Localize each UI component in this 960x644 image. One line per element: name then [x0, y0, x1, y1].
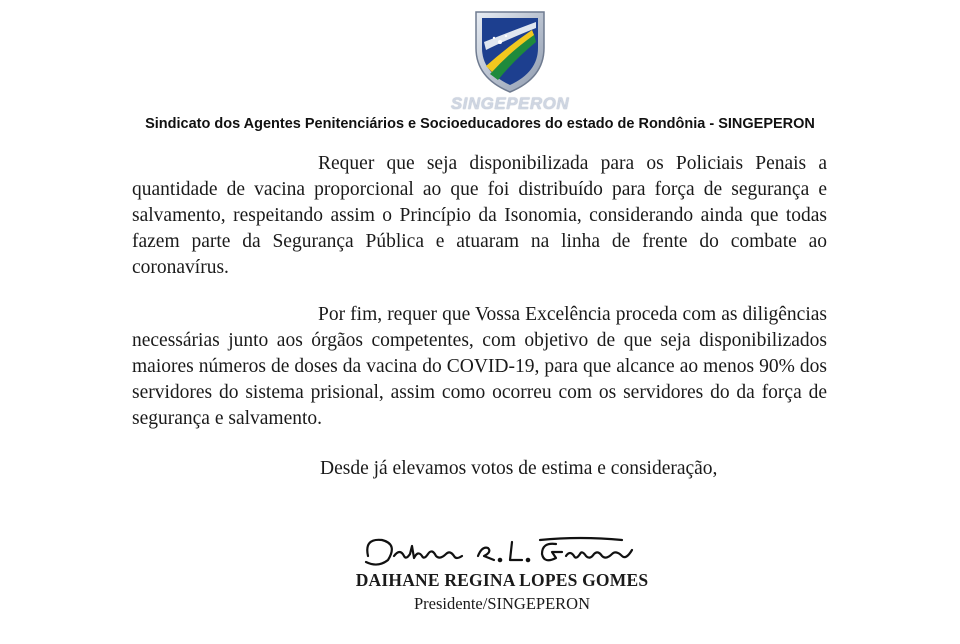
organization-header: Sindicato dos Agentes Penitenciários e Socioeducadores do estado de Rondônia - SINGEPERON — [145, 116, 815, 132]
logo-wordmark: SINGEPERON — [450, 94, 570, 113]
paragraph-request-vaccine: Requer que seja disponibilizada para os Policiais Penais a quantidade de vacina proporcional ao que foi distribuído para força de segurança e salvamento, respeitando assim o Princípio da Isonomia, considerando ainda que todas fazem parte da Segurança Pública e atuaram na linha de frente do combate ao coronavírus. — [132, 153, 827, 278]
singeperon-logo — [430, 8, 590, 112]
signature-icon — [360, 526, 640, 572]
paragraph-request-diligence: Por fim, requer que Vossa Excelência proceda com as diligências necessárias junto aos órgãos competentes, com objetivo de que seja disponibilizados maiores números de doses da vacina do COVID-19, para que alcance ao menos 90% dos servidores do sistema prisional, assim como ocorreu com os servidores do da força de segurança e salvamento. — [132, 304, 827, 429]
signatory-name: DAIHANE REGINA LOPES GOMES — [355, 570, 649, 590]
shield-emblem-icon — [470, 8, 550, 94]
signatory-role: Presidente/SINGEPERON — [414, 594, 590, 613]
closing-line: Desde já elevamos votos de estima e consideração, — [320, 458, 718, 479]
